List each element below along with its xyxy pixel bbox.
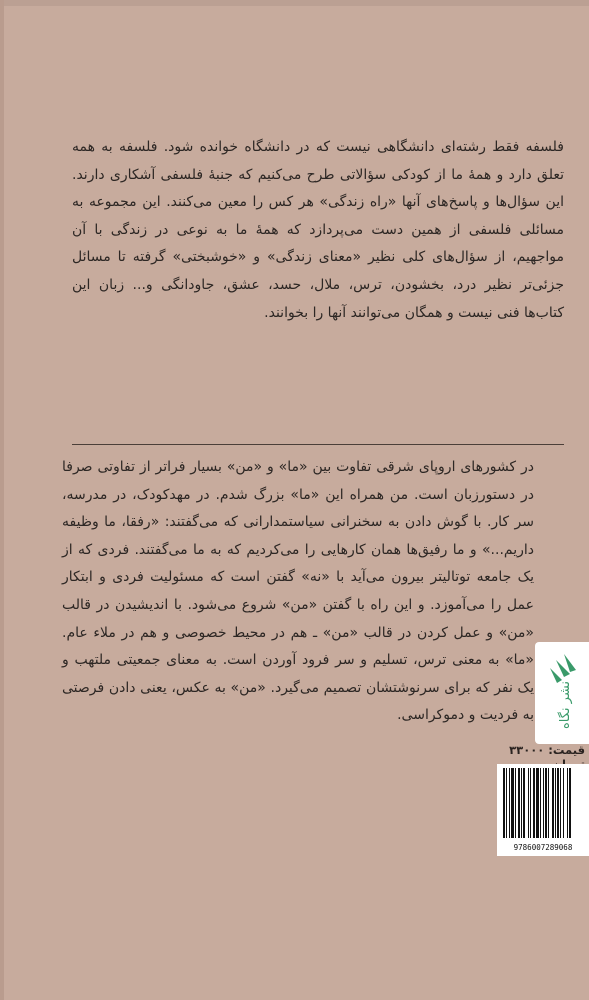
barcode-bar [530,768,531,838]
barcode-bar [506,768,507,838]
price-prefix: قیمت: [548,743,585,757]
publisher-logo-icon [542,650,582,736]
barcode-bar [548,768,549,838]
barcode-bar [567,768,568,838]
barcode-bar [563,768,564,838]
barcode-bar [533,768,535,838]
barcode-bar [560,768,561,838]
isbn-barcode [497,764,589,856]
barcode-bar [557,768,559,838]
barcode-bar [515,768,516,838]
barcode-bar [518,768,520,838]
barcode-bar [536,768,539,838]
barcode-bar [540,768,541,838]
barcode-bar [523,768,525,838]
section-divider [72,444,564,445]
barcode-bar [509,768,510,838]
price-label [495,743,585,765]
intro-paragraph: فلسفه فقط رشته‌ای دانشگاهی نیست که در دانشگاه خوانده شود. فلسفه به همه تعلق دارد و همهٔ ما از کودکی سؤالاتی طرح می‌کنیم که جنبهٔ فلسفی آشکاری دارند. این سؤال‌ها و پاسخ‌های آنها «راه زندگی» هر کس را معین می‌کنند. این مجموعه به مسائلی فلسفی از همین دست می‌پردازد که همهٔ ما به نوعی در زندگی با آن مواجهیم، از سؤال‌های کلی نظیر «معنای زندگی» و «خوشبختی» گرفته تا مسائل جزئی‌تر نظیر درد، بخشودن، ترس، ملال، حسد، عشق، جاودانگی و... زبان این کتاب‌ها فنی نیست و همگان می‌توانند آنها را بخوانند. [72,139,564,321]
barcode-icon [501,768,585,842]
price-amount: ۳۳۰۰۰ [509,743,545,757]
publisher-logo [535,642,589,744]
page-edge [0,0,589,6]
barcode-bar [503,768,505,838]
excerpt-paragraph: در کشورهای اروپای شرقی تفاوت بین «ما» و «من» بسیار فراتر از تفاوتی صرفا در دستورزبان است. من همراه این «ما» بزرگ شدم. در مهدکودک، در مدرسه، سر کار. با گوش دادن به سخنرانی سیاستمدارانی که می‌گفتند: «رفقا، ما وظیفه داریم...» و ما رفیق‌ها همان کارهایی را می‌کردیم که به ما می‌گفتند. فردی که از یک جامعه توتالیتر بیرون می‌آید با «نه» گفتن است که مسئولیت فردی و ابتکار عمل را می‌آموزد. و این راه با گفتن «من» شروع می‌شود. با اندیشیدن در قالب «من» و عمل کردن در قالب «من» ـ هم در محیط خصوصی و هم در ملاء عام. «ما» به معنی ترس، تسلیم و سر فرود آوردن است. به معنای جمعیتی ملتهب و یک نفر که برای سرنوشتشان تصمیم می‌گیرد. «من» به عکس، یعنی دادن فرصتی به فردیت و دموکراسی. [62,459,534,724]
barcode-bar [543,768,544,838]
barcode-bar [555,768,556,838]
barcode-bar [521,768,522,838]
publisher-logo-text: نشر نگاه [558,680,573,730]
barcode-bar [528,768,529,838]
barcode-bar [569,768,571,838]
barcode-bar [545,768,547,838]
barcode-bar [511,768,514,838]
isbn-number: 9786007289068 [513,843,573,852]
barcode-bar [552,768,554,838]
spine-edge [0,0,4,1000]
